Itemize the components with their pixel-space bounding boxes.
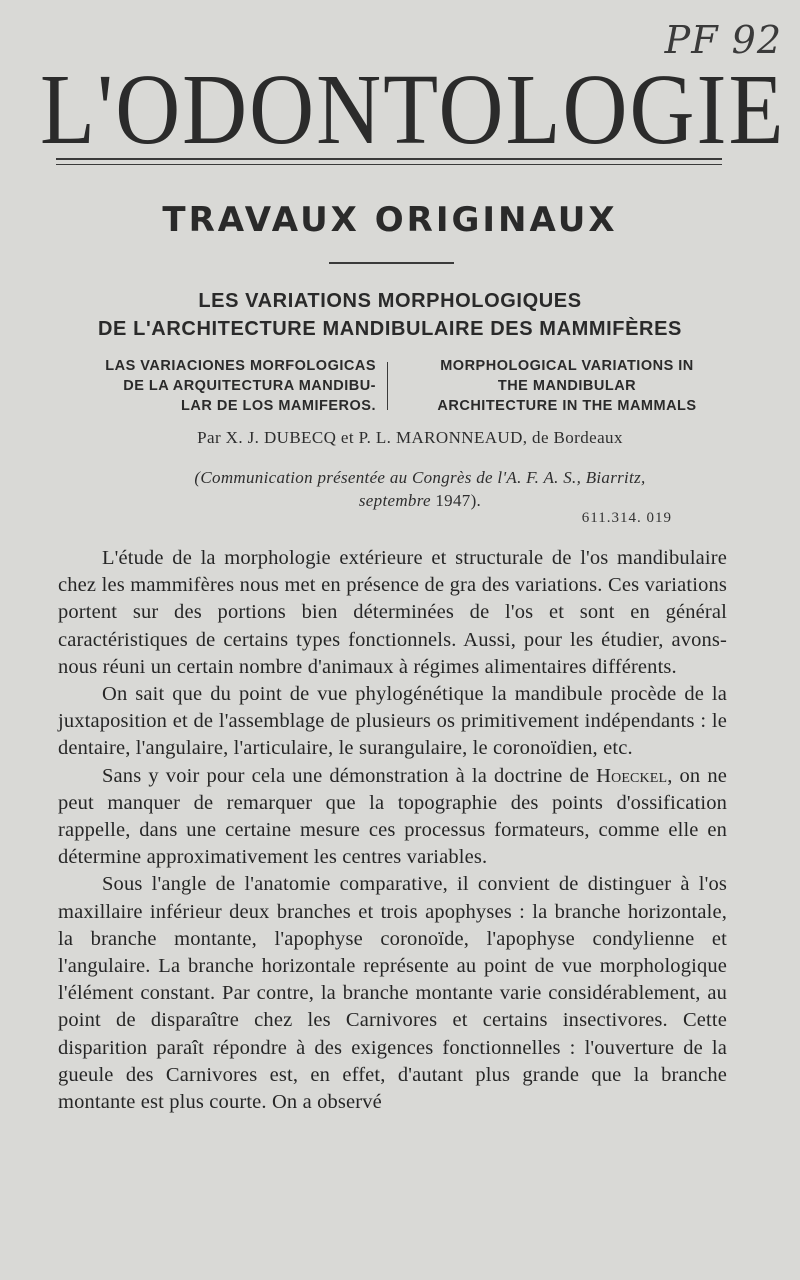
article-title-line-2: DE L'ARCHITECTURE MANDIBULAIRE DES MAMMIFÈRES: [98, 318, 682, 340]
section-rule: [329, 262, 454, 264]
article-title-line-1: LES VARIATIONS MORPHOLOGIQUES: [198, 290, 582, 312]
body-paragraph-3-end: , on ne peut manquer de remarquer que la topographie des points d'ossification rappelle, dans une certaine mesure ces processus formateurs, comme elle en détermine approximativement les centres variables.: [58, 764, 727, 869]
english-title-line: THE MANDIBULAR: [497, 378, 637, 394]
body-paragraph-1: L'étude de la morphologie extérieure et structurale de l'os mandibulaire chez les mammifères nous met en présence de gra des variations. Ces variations portent sur des portions bien déterminées de l'os et sont en général caractéristiques de certains types fonctionnels. Aussi, pour les étudier, avons-nous réuni un certain nombre d'animaux à régimes alimentaires différents.: [58, 547, 727, 678]
communication-year: 1947).: [430, 491, 482, 510]
title-column-divider: [387, 362, 388, 410]
body-paragraph-2: On sait que du point de vue phylogénétique la mandibule procède de la juxtaposition et de l'assemblage de plusieurs os primitivement indépendants : le dentaire, l'angulaire, l'articulaire, le surangulaire, le coronoïdien, etc.: [58, 683, 727, 760]
spanish-title-line: DE LA ARQUITECTURA MANDIBU-: [123, 378, 376, 394]
body-paragraph-3-start: Sans y voir pour cela une démonstration à la doctrine de: [102, 764, 597, 787]
handwritten-shelf-mark: PF 92: [664, 18, 782, 62]
article-authors: Par X. J. DUBECQ et P. L. MARONNEAUD, de Bordeaux: [197, 428, 623, 447]
classification-number: 611.314. 019: [581, 510, 672, 526]
header-double-rule: [56, 158, 722, 165]
body-paragraph-3: [58, 763, 727, 872]
article-body: [58, 545, 727, 1116]
spanish-title-line: LAR DE LOS MAMIFEROS.: [181, 398, 376, 414]
english-title: [402, 356, 732, 416]
english-title-line: MORPHOLOGICAL VARIATIONS IN: [440, 358, 694, 374]
english-title-line: ARCHITECTURE IN THE MAMMALS: [437, 398, 697, 414]
spanish-title-line: LAS VARIACIONES MORFOLOGICAS: [105, 358, 376, 374]
communication-month: septembre: [358, 491, 431, 510]
author-name-hoeckel: Hoeckel: [596, 764, 668, 787]
journal-title: L'ODONTOLOGIE: [40, 54, 786, 166]
communication-note: [60, 466, 780, 512]
communication-line-1: (Communication présentée au Congrès de l'A. F. A. S., Biarritz,: [194, 468, 646, 487]
spanish-title: [56, 356, 376, 416]
section-title: TRAVAUX ORIGINAUX: [162, 200, 618, 240]
body-paragraph-4: Sous l'angle de l'anatomie comparative, il convient de distinguer à l'os maxillaire inférieur deux branches et trois apophyses : la branche horizontale, la branche montante, l'apophyse coronoïde, l'apophyse condylienne et l'angulaire. La branche horizontale représente au point de vue morphologique l'élément constant. Par contre, la branche montante varie considérablement, au point de disparaître chez les Carnivores et certains insectivores. Cette disparition paraît répondre à des exigences fonctionnelles : l'ouverture de la gueule des Carnivores est, en effet, d'autant plus grande que la branche montante est plus courte. On a observé: [58, 873, 727, 1114]
